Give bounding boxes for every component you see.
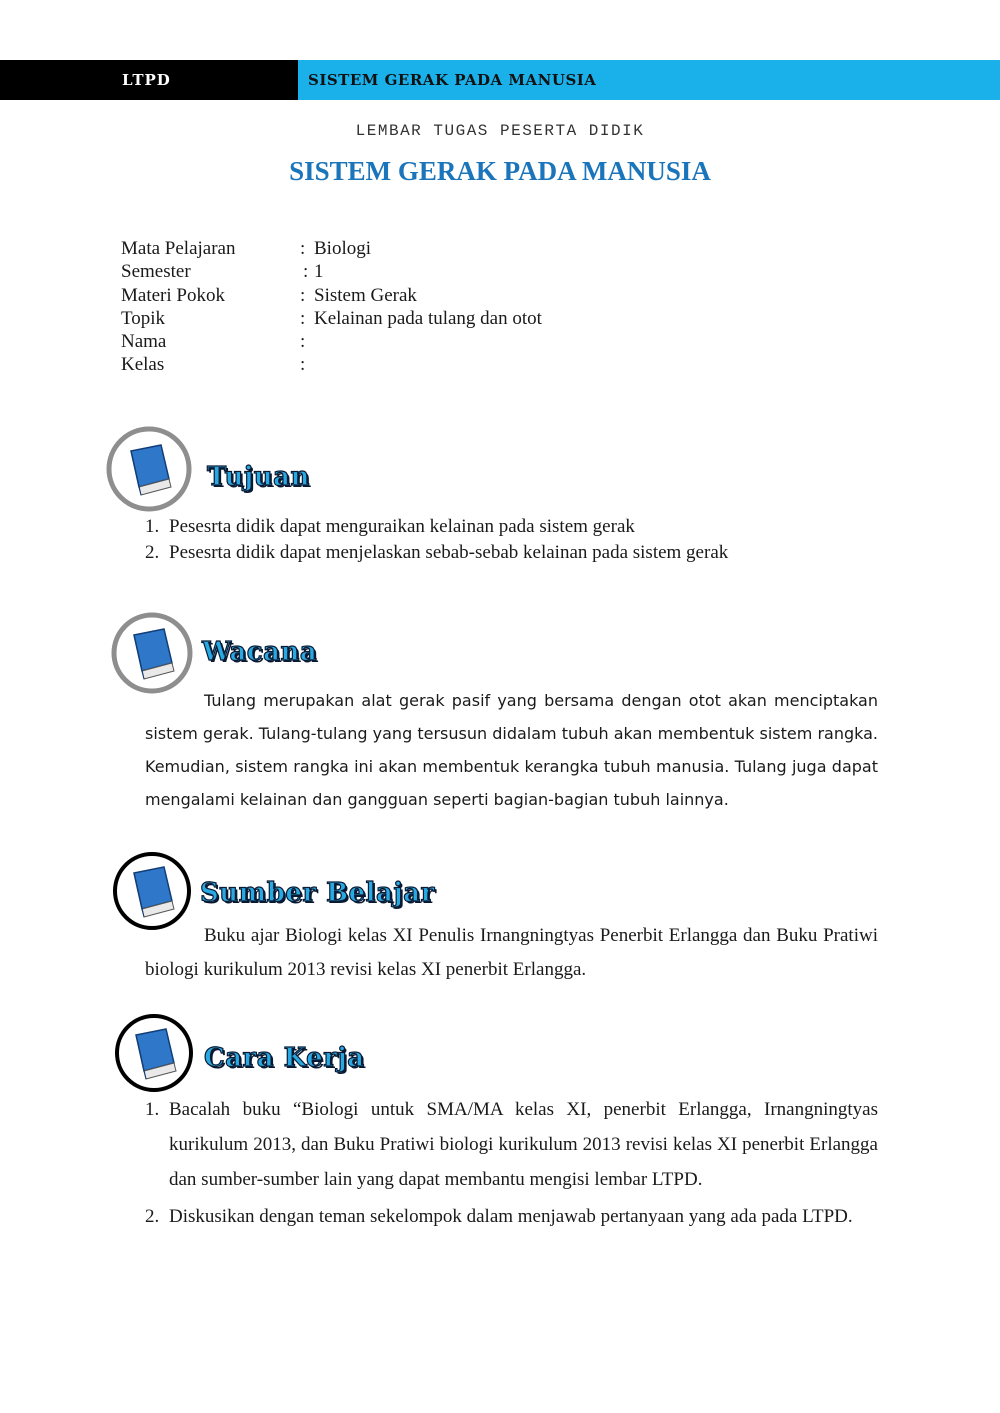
info-block — [121, 237, 542, 377]
info-label: Topik — [121, 307, 166, 329]
list-item: 1. Bacalah buku “Biologi untuk SMA/MA kelas XI, penerbit Erlangga, Irnangningtyas kurikulum 2013, dan Buku Pratiwi biologi kurikulum 2013 revisi kelas XI penerbit Erlangga dan sumber-sumber lain yang dapat membantu mengisi lembar LTPD. — [145, 1099, 878, 1190]
info-row-nama — [121, 330, 542, 353]
book-icon — [112, 1013, 196, 1093]
info-value: 1 — [314, 261, 324, 283]
tujuan-list — [145, 514, 885, 566]
book-icon — [108, 611, 196, 695]
info-colon: : — [303, 261, 309, 283]
section-heading-cara-kerja: Cara Kerja — [204, 1043, 365, 1073]
section-heading-wacana: Wacana — [202, 637, 318, 667]
info-label: Semester — [121, 261, 191, 283]
page-title: SISTEM GERAK PADA MANUSIA — [289, 156, 711, 186]
info-colon: : — [300, 307, 306, 329]
info-row-topik — [121, 307, 542, 330]
wacana-paragraph: Tulang merupakan alat gerak pasif yang bersama dengan otot akan menciptakan sistem gerak. Tulang-tulang yang tersusun didalam tubuh akan membentuk sistem rangka. Kemudian, sistem rangka ini akan membentuk kerangka tubuh manusia. Tulang juga dapat mengalami kelainan dan gangguan seperti bagian-bagian tubuh lainnya. — [145, 691, 878, 809]
header-right-label: SISTEM GERAK PADA MANUSIA — [298, 60, 1000, 100]
info-label: Mata Pelajaran — [121, 238, 236, 259]
header-left-label: LTPD — [0, 60, 298, 100]
info-value: Sistem Gerak — [314, 284, 417, 306]
info-value: Biologi — [314, 238, 372, 259]
info-colon: : — [300, 238, 306, 259]
info-colon: : — [300, 331, 306, 353]
cara-kerja-list — [145, 1092, 878, 1234]
sumber-paragraph: Buku ajar Biologi kelas XI Penulis Irnangningtyas Penerbit Erlangga dan Buku Pratiwi biologi kurikulum 2013 revisi kelas XI penerbit Erlangga. — [145, 925, 878, 980]
info-colon: : — [300, 354, 306, 376]
info-label: Nama — [121, 331, 167, 353]
header-bar — [0, 60, 1000, 100]
info-label: Kelas — [121, 354, 165, 376]
section-heading-sumber-belajar: Sumber Belajar — [200, 878, 435, 908]
list-item: 2. Pesesrta didik dapat menjelaskan sebab-sebab kelainan pada sistem gerak — [145, 542, 729, 563]
info-colon: : — [300, 284, 306, 306]
info-row-kelas — [121, 353, 542, 376]
info-row-materi-pokok — [121, 284, 542, 307]
info-label: Materi Pokok — [121, 284, 225, 306]
info-value: Kelainan pada tulang dan otot — [314, 307, 542, 329]
document-subtitle: LEMBAR TUGAS PESERTA DIDIK — [355, 122, 645, 140]
info-row-mata-pelajaran — [121, 237, 542, 260]
list-item: 2. Diskusikan dengan teman sekelompok dalam menjawab pertanyaan yang ada pada LTPD. — [145, 1206, 853, 1227]
info-row-semester — [121, 260, 542, 283]
section-heading-tujuan: Tujuan — [207, 462, 310, 492]
list-item: 1. Pesesrta didik dapat menguraikan kelainan pada sistem gerak — [145, 516, 635, 537]
book-icon — [105, 425, 193, 513]
